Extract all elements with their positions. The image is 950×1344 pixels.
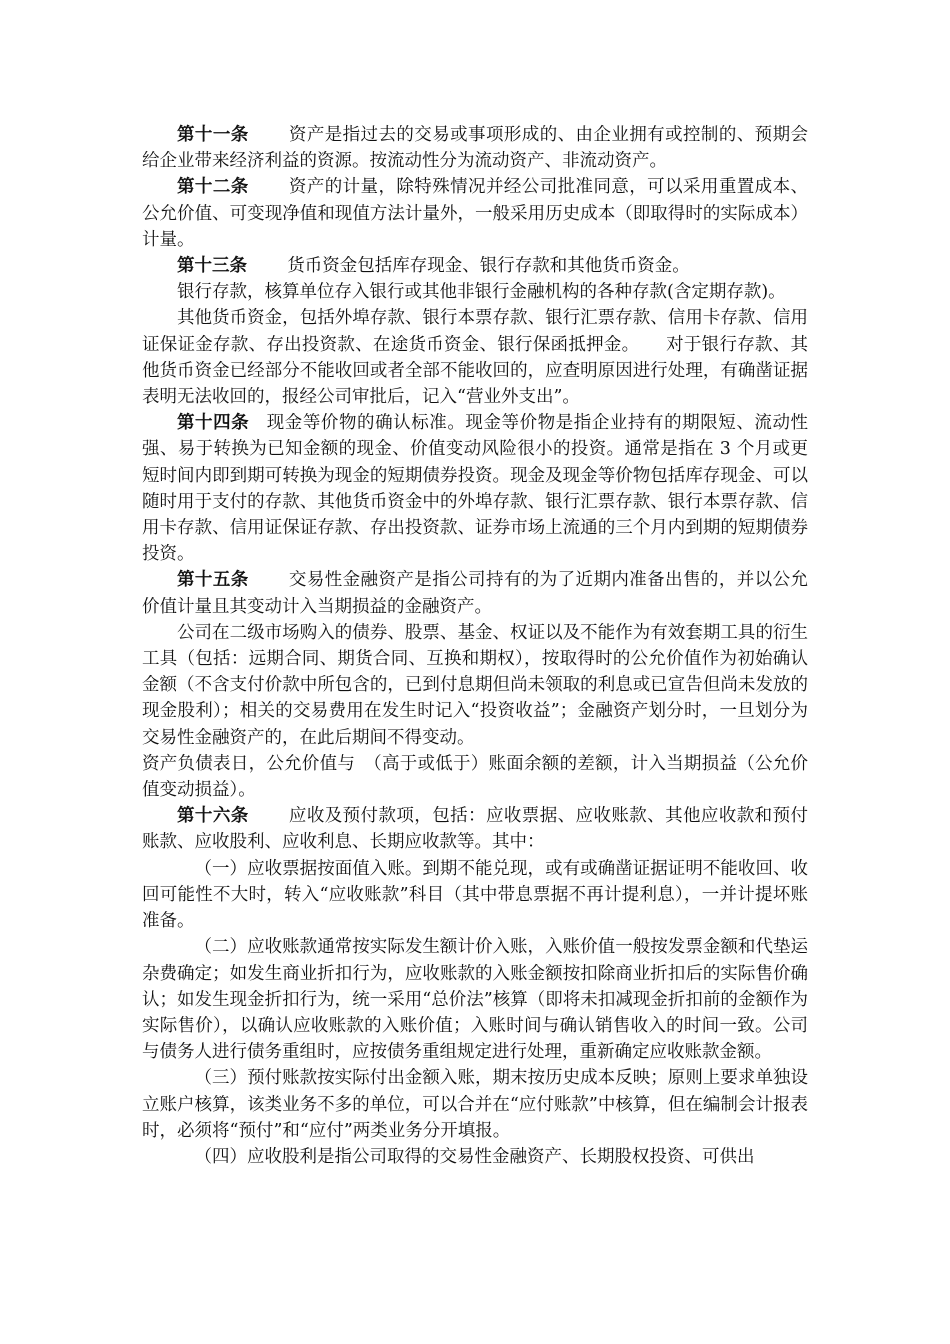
paragraph-other-funds: 其他货币资金，包括外埠存款、银行本票存款、银行汇票存款、信用卡存款、信用证保证金存款、存出投资款、在途货币资金、银行保函抵押金。 对于银行存款、其他货币资金已经部分不能收回或者全部不能收回的，应查明原因进行处理，有确凿证据表明无法收回的，报经公司审批后，记入“营业外支出”。 (142, 308, 808, 408)
article-heading: 第十五条 (177, 570, 249, 591)
item-2-accounts-receivable: （二）应收账款通常按实际发生额计价入账，入账价值一般按发票金额和代垫运杂费确定；如发生商业折扣行为，应收账款的入账金额按扣除商业折扣后的实际售价确认；如发生现金折扣行为，统一采用“总价法”核算（即将未扣减现金折扣前的金额作为实际售价），以确认应收账款的入账价值；入账时间与确认销售收入的时间一致。公司与债务人进行债务重组时，应按债务重组规定进行处理，重新确定应收账款金额。 (142, 937, 808, 1063)
paragraph-trading-assets: 公司在二级市场购入的债券、股票、基金、权证以及不能作为有效套期工具的衍生工具（包括：远期合同、期货合同、互换和期权），按取得时的公允价值作为初始确认金额（不含支付价款中所包含的，已到付息期但尚未领取的利息或已宣告但尚未发放的现金股利）；相关的交易费用在发生时记入“投资收益”；金融资产划分时，一旦划分为交易性金融资产的，在此后期间不得变动。 (142, 622, 808, 748)
article-text: 资产是指过去的交易或事项形成的、由企业拥有或控制的、预期会给企业带来经济利益的资源。按流动性分为流动资产、非流动资产。 (142, 125, 808, 172)
article-text: 应收及预付款项，包括：应收票据、应收账款、其他应收款和预付账款、应收股利、应收利息、长期应收款等。其中： (142, 806, 808, 853)
article-11 (142, 122, 808, 174)
article-heading: 第十四条 (177, 413, 250, 434)
article-text: 资产的计量，除特殊情况并经公司批准同意，可以采用重置成本、公允价值、可变现净值和现值方法计量外，一般采用历史成本（即取得时的实际成本）计量。 (142, 177, 808, 250)
item-1-notes-receivable: （一）应收票据按面值入账。到期不能兑现，或有或确凿证据证明不能收回、收回可能性不大时，转入“应收账款”科目（其中带息票据不再计提利息），一并计提坏账准备。 (142, 858, 808, 932)
article-heading: 第十一条 (177, 125, 249, 145)
article-13 (142, 253, 808, 279)
article-14 (142, 410, 808, 567)
article-12 (142, 174, 808, 253)
article-heading: 第十三条 (177, 256, 247, 277)
paragraph-bank-deposit: 银行存款，核算单位存入银行或其他非银行金融机构的各种存款(含定期存款)。 (177, 282, 786, 303)
article-text: 现金等价物的确认标准。现金等价物是指企业持有的期限短、流动性强、易于转换为已知金额的现金、价值变动风险很小的投资。通常是指在 3 个月或更短时间内即到期可转换为现金的短期债券投资。现金及现金等价物包括库存现金、可以随时用于支付的存款、其他货币资金中的外埠存款、银行汇票存款、银行本票存款、信用卡存款、信用证保证存款、存出投资款、证券市场上流通的三个月内到期的短期债券投资。 (142, 413, 809, 565)
paragraph-balance-sheet-date: 资产负债表日，公允价值与 （高于或低于）账面余额的差额，计入当期损益（公允价值变动损益）。 (142, 753, 808, 801)
article-text: 货币资金包括库存现金、银行存款和其他货币资金。 (287, 256, 690, 277)
article-text: 交易性金融资产是指公司持有的为了近期内准备出售的，并以公允价值计量且其变动计入当期损益的金融资产。 (142, 570, 808, 617)
item-4-dividends-receivable: （四）应收股利是指公司取得的交易性金融资产、长期股权投资、可供出 (194, 1146, 755, 1167)
article-heading: 第十六条 (177, 806, 249, 827)
article-heading: 第十二条 (177, 177, 249, 198)
item-3-prepayments: （三）预付账款按实际付出金额入账，期末按历史成本反映；原则上要求单独设立账户核算，该类业务不多的单位，可以合并在“应付账款”中核算，但在编制会计报表时，必须将“预付”和“应付”两类业务分开填报。 (142, 1068, 808, 1141)
article-15 (142, 567, 808, 619)
article-16 (142, 803, 808, 855)
document-page (142, 122, 808, 1170)
